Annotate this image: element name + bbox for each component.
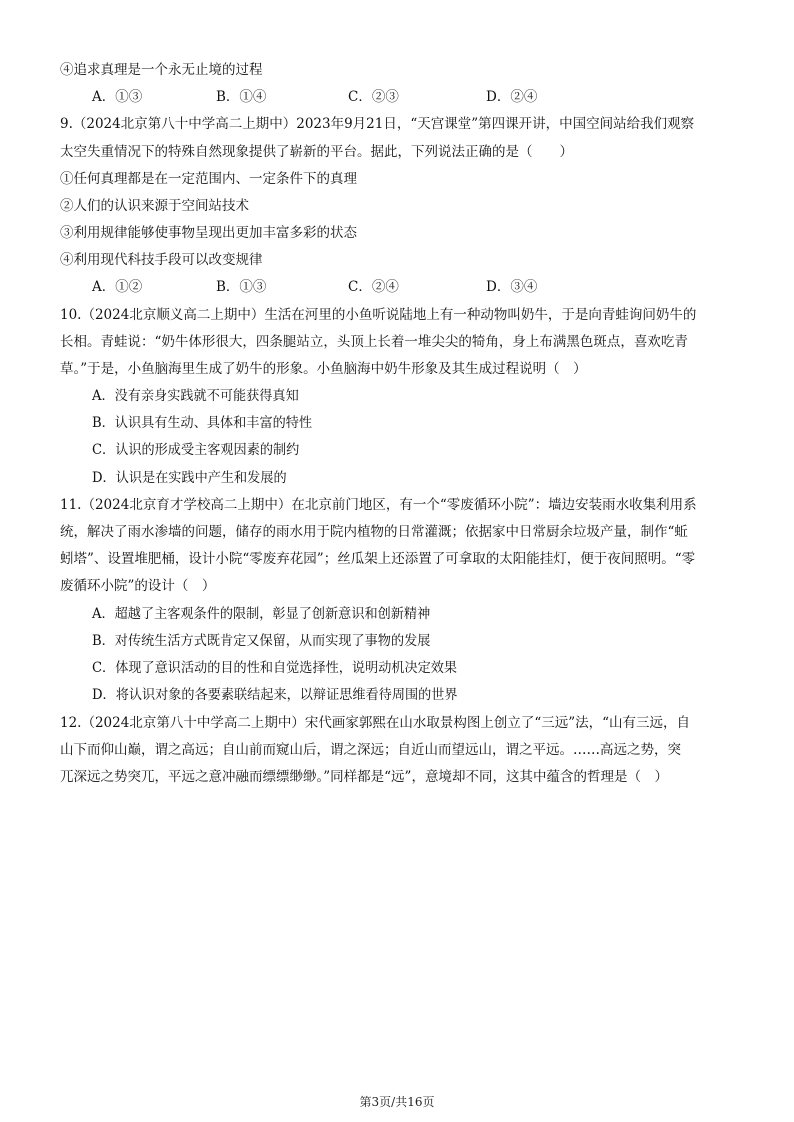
q11-option-d: D．将认识对象的各要素联结起来，以辩证思维看待周围的世界 xyxy=(92,687,458,703)
q11-stem-line-2: 统，解决了雨水渗墙的问题，储存的雨水用于院内植物的日常灌溉；依据家中日常厨余垃圾产量，制作“蚯 xyxy=(60,524,688,540)
q9-option-b: B．①③ xyxy=(216,279,267,295)
q8-option-c: C．②③ xyxy=(348,89,399,105)
q11-option-b: B．对传统生活方式既肯定又保留，从而实现了事物的发展 xyxy=(92,633,431,649)
q10-option-a: A．没有亲身实践就不可能获得真知 xyxy=(92,388,299,404)
q12-stem-line-2: 山下而仰山巅，谓之高远；自山前而窥山后，谓之深远；自近山而望远山，谓之平远。……高远之势，突 xyxy=(60,742,681,758)
q8-option-d: D．②④ xyxy=(486,89,538,105)
q9-stem-line-2: 太空失重情况下的特殊自然现象提供了崭新的平台。据此，下列说法正确的是（ ） xyxy=(60,144,573,160)
q11-option-c: C．体现了意识活动的目的性和自觉选择性，说明动机决定效果 xyxy=(92,660,458,676)
q11-stem-line-1: 11.（2024北京育才学校高二上期中）在北京前门地区，有一个“零废循环小院”：墙边安装雨水收集利用系 xyxy=(60,497,697,513)
q11-stem-line-3: 蚓塔”、设置堆肥桶，设计小院“零废弃花园”；丝瓜架上还添置了可拿取的太阳能挂灯，便于夜间照明。“零 xyxy=(60,551,696,567)
q10-stem-line-2: 长相。青蛙说：“奶牛体形很大，四条腿站立，头顶上长着一堆尖尖的犄角，身上布满黑色斑点，喜欢吃青 xyxy=(60,334,688,350)
q9-stem-line-1: 9.（2024北京第八十中学高二上期中）2023年9月21日，“天宫课堂”第四课开讲，中国空间站给我们观察 xyxy=(60,116,695,132)
q11-option-a: A．超越了主客观条件的限制，彰显了创新意识和创新精神 xyxy=(92,606,431,622)
q10-option-d: D．认识是在实践中产生和发展的 xyxy=(92,470,287,486)
q9-item-2: ②人们的认识来源于空间站技术 xyxy=(60,198,249,214)
q9-item-3: ③利用规律能够使事物呈现出更加丰富多彩的状态 xyxy=(60,225,357,241)
q8-option-b: B．①④ xyxy=(216,89,267,105)
q10-option-c: C．认识的形成受主客观因素的制约 xyxy=(92,442,300,458)
q10-stem-line-3: 草。”于是，小鱼脑海里生成了奶牛的形象。小鱼脑海中奶牛形象及其生成过程说明（ ） xyxy=(60,361,587,377)
q9-item-1: ①任何真理都是在一定范围内、一定条件下的真理 xyxy=(60,171,357,187)
q10-stem-line-1: 10.（2024北京顺义高二上期中）生活在河里的小鱼听说陆地上有一种动物叫奶牛，于是向青蛙询问奶牛的 xyxy=(60,307,697,323)
page-number-footer: 第3页/共16页 xyxy=(359,1095,435,1109)
q8-item-4: ④追求真理是一个永无止境的过程 xyxy=(60,62,263,78)
q11-stem-line-4: 废循环小院”的设计（ ） xyxy=(60,578,216,594)
q8-option-a: A．①③ xyxy=(92,89,143,105)
q9-item-4: ④利用现代科技手段可以改变规律 xyxy=(60,252,263,268)
q9-option-c: C．②④ xyxy=(348,279,399,295)
q9-option-a: A．①② xyxy=(92,279,143,295)
q12-stem-line-1: 12.（2024北京第八十中学高二上期中）宋代画家郭熙在山水取景构图上创立了“三远”法，“山有三远，自 xyxy=(60,715,691,731)
q9-option-d: D．③④ xyxy=(486,279,538,295)
q10-option-b: B．认识具有生动、具体和丰富的特性 xyxy=(92,415,313,431)
q12-stem-line-3: 兀深远之势突兀，平远之意冲融而缥缥缈缈。”同样都是“远”，意境却不同，这其中蕴含的哲理是（ ） xyxy=(60,769,668,785)
